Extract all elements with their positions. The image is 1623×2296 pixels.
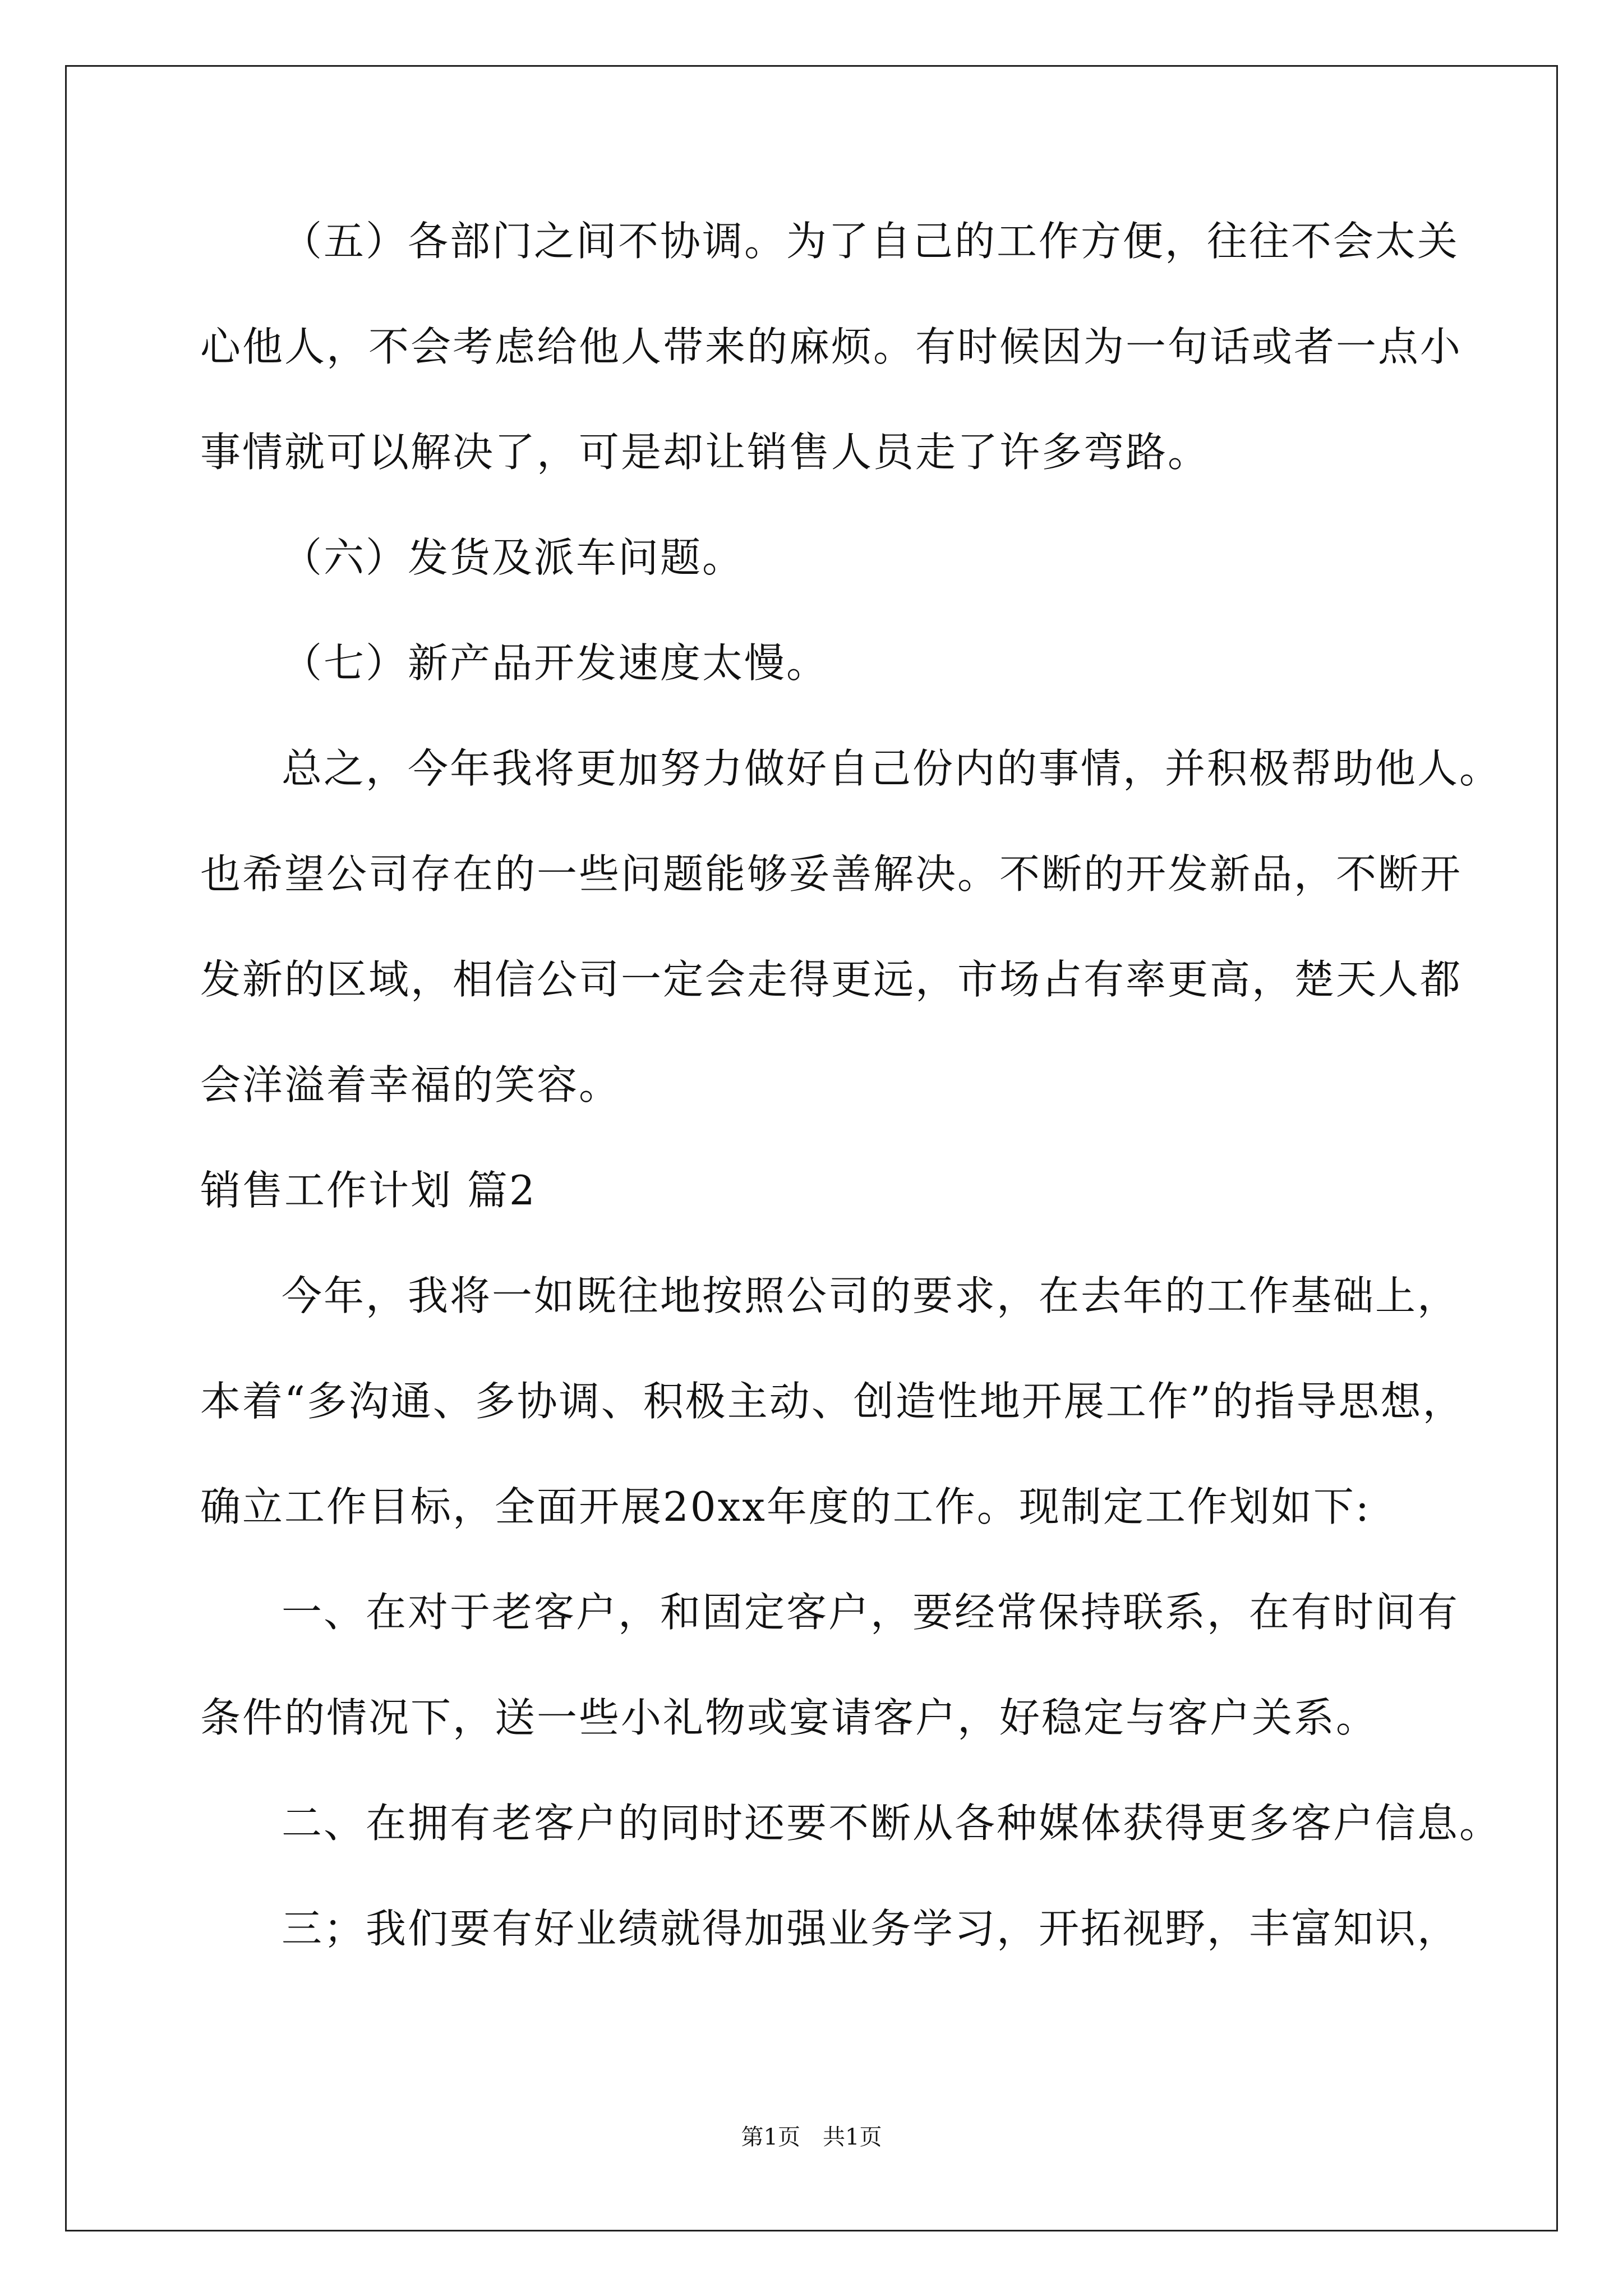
paragraph-line: 心他人，不会考虑给他人带来的麻烦。有时候因为一句话或者一点小 — [200, 323, 1463, 370]
paragraph-line: （五）各部门之间不协调。为了自己的工作方便，往往不会太关 — [282, 218, 1460, 265]
paragraph-line: 今年，我将一如既往地按照公司的要求，在去年的工作基础上， — [282, 1272, 1460, 1319]
paragraph-line: （七）新产品开发速度太慢。 — [282, 639, 829, 687]
paragraph-line: 总之，今年我将更加努力做好自己份内的事情，并积极帮助他人。 — [282, 745, 1502, 792]
paragraph-line: 一、在对于老客户，和固定客户，要经常保持联系，在有时间有 — [282, 1589, 1460, 1636]
paragraph-line: 确立工作目标，全面开展20xx年度的工作。现制定工作划如下: — [200, 1483, 1371, 1530]
paragraph-line: 条件的情况下，送一些小礼物或宴请客户，好稳定与客户关系。 — [200, 1694, 1378, 1741]
paragraph-line: 三；我们要有好业绩就得加强业务学习，开拓视野，丰富知识， — [282, 1905, 1460, 1952]
paragraph-line: 也希望公司存在的一些问题能够妥善解决。不断的开发新品，不断开 — [200, 850, 1463, 898]
paragraph-line: 事情就可以解决了，可是却让销售人员走了许多弯路。 — [200, 429, 1210, 476]
paragraph-line: 二、在拥有老客户的同时还要不断从各种媒体获得更多客户信息。 — [282, 1800, 1502, 1847]
paragraph-line: 会洋溢着幸福的笑容。 — [200, 1061, 621, 1108]
section-heading: 销售工作计划 篇2 — [200, 1167, 537, 1214]
paragraph-line: （六）发货及派车问题。 — [282, 534, 745, 581]
page-number-footer: 第1页 共1页 — [741, 2124, 882, 2150]
paragraph-line: 发新的区域，相信公司一定会走得更远，市场占有率更高，楚天人都 — [200, 956, 1463, 1003]
paragraph-line: 本着“多沟通、多协调、积极主动、创造性地开展工作”的指导思想， — [200, 1378, 1465, 1425]
